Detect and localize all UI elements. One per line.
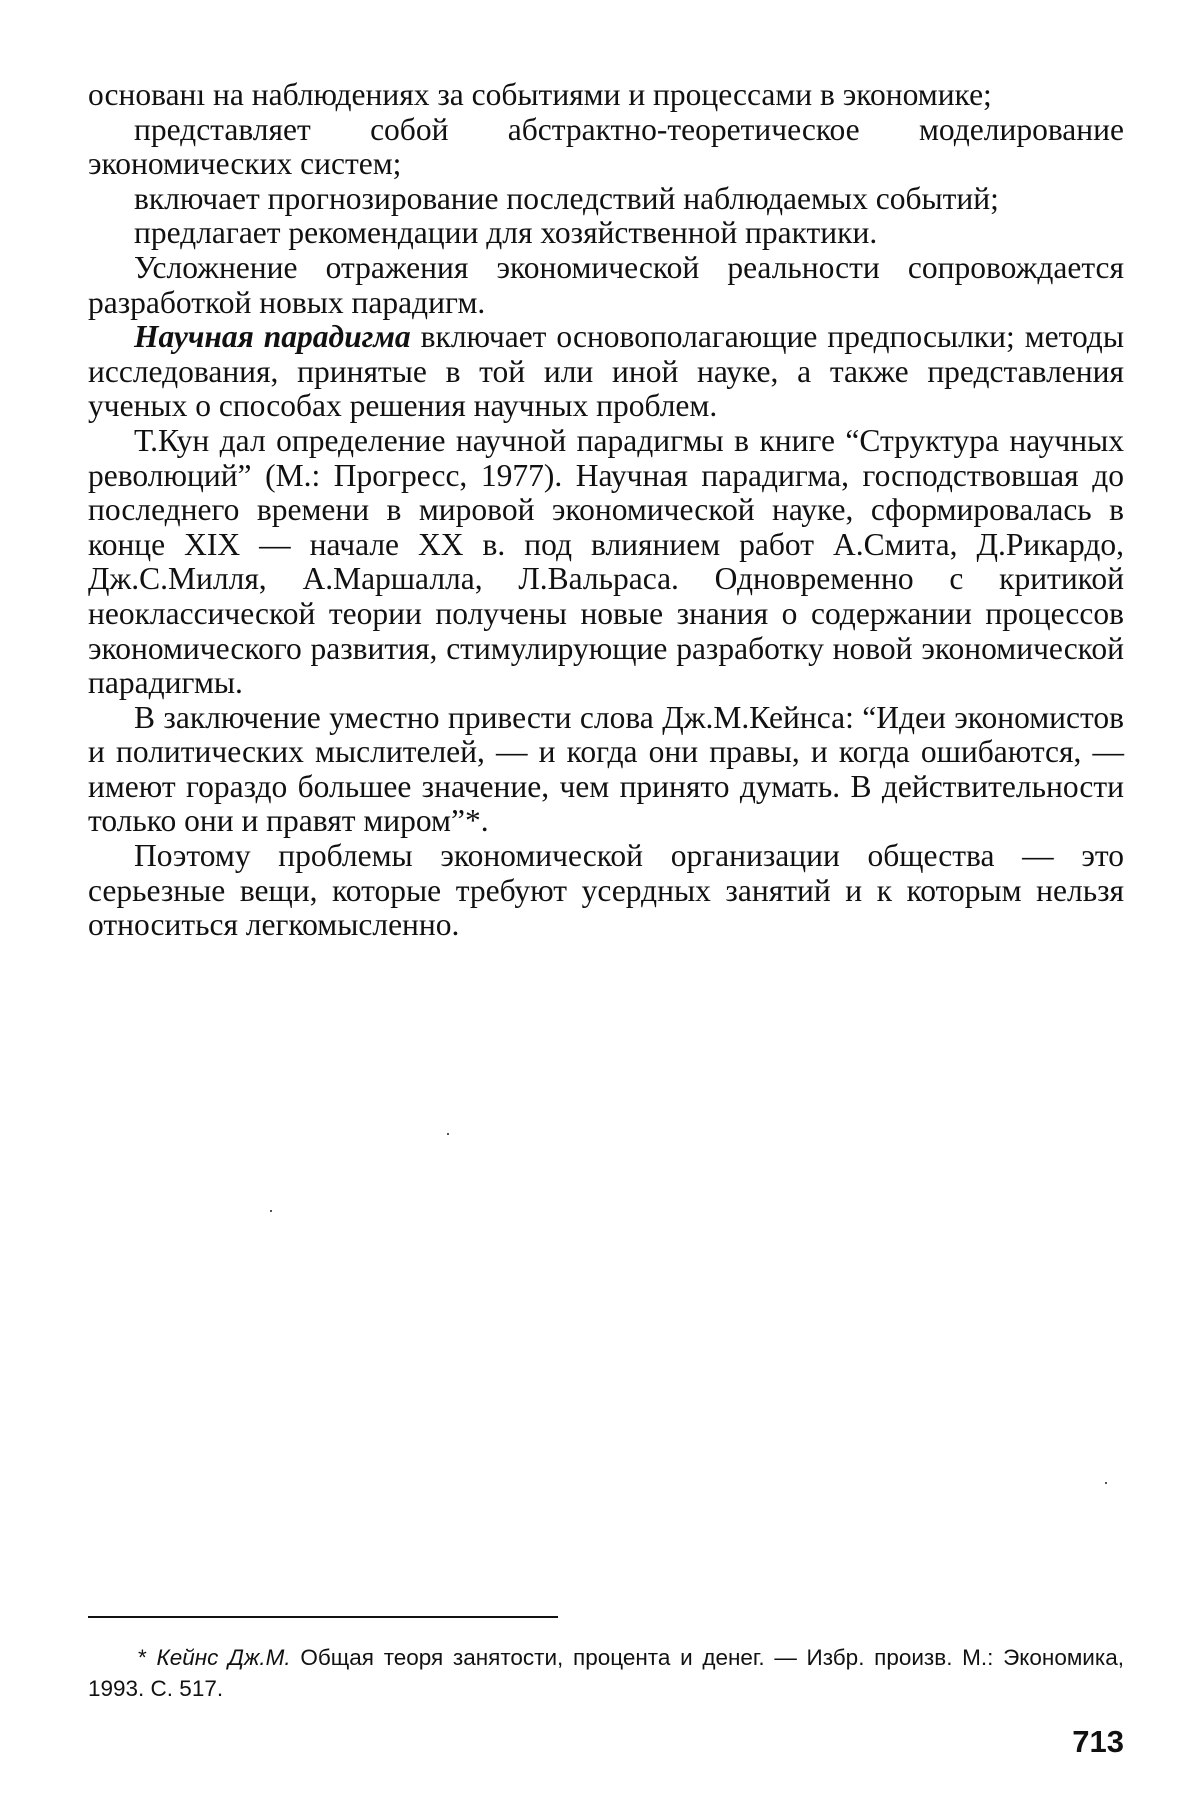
footnote (88, 1642, 1124, 1704)
footnote-divider (88, 1616, 558, 1618)
paragraph-6-text: включает основополагающие предпосылки; методы исследования, принятые в той или иной науке, а также представления ученых о способах решения научных проблем. (88, 319, 1124, 424)
scan-speck (447, 1133, 449, 1135)
scan-speck (1105, 1482, 1107, 1484)
paragraph-8: В заключение уместно привести слова Дж.М.Кейнса: “Идеи экономистов и политических мыслителей, — и когда они правы, и когда ошибаются, — имеют гораздо большее значение, чем принято думать. В действительности только они и правят миром”*. (88, 699, 1124, 839)
paragraph-1: основанı на наблюдениях за событиями и процессами в экономике; (88, 77, 992, 112)
paragraph-2: представляет собой абстрактно-теоретическое моделирование экономических систем; (88, 111, 1124, 182)
footnote-author: Кейнс Дж.М. (156, 1645, 291, 1670)
paragraph-5: Усложнение отражения экономической реальности сопровождается разработкой новых парадигм. (88, 249, 1124, 320)
footnote-marker: * (138, 1645, 157, 1670)
footnote-text: Общая теоря занятости, процента и денег. — Избр. произв. М.: Экономика, 1993. С. 517. (88, 1645, 1124, 1701)
paragraph-3: включает прогнозирование последствий наблюдаемых событий; (134, 180, 999, 216)
scan-speck (270, 1210, 272, 1212)
paragraph-9: Поэтому проблемы экономической организации общества — это серьезные вещи, которые требуют усердных занятий и к которым нельзя относиться легкомысленно. (88, 838, 1124, 943)
main-text (88, 78, 1124, 943)
page-number: 713 (1072, 1724, 1124, 1759)
paragraph-4: предлагает рекомендации для хозяйственной практики. (134, 215, 878, 251)
paragraph-6 (88, 320, 1124, 424)
term-scientific-paradigm: Научная парадигма (134, 319, 411, 355)
paragraph-7: Т.Кун дал определение научной парадигмы в книге “Структура научных революций” (М.: Прогресс, 1977). Научная парадигма, господствовшая до последнего времени в мировой экономической науке, сформировалась в конце XIX — начале XX в. под влиянием работ А.Смита, Д.Рикардо, Дж.С.Милля, А.Маршалла, Л.Вальраса. Одновременно с критикой неоклассической теории получены новые знания о содержании процессов экономического развития, стимулирующие разработку новой экономической парадигмы. (88, 422, 1124, 701)
